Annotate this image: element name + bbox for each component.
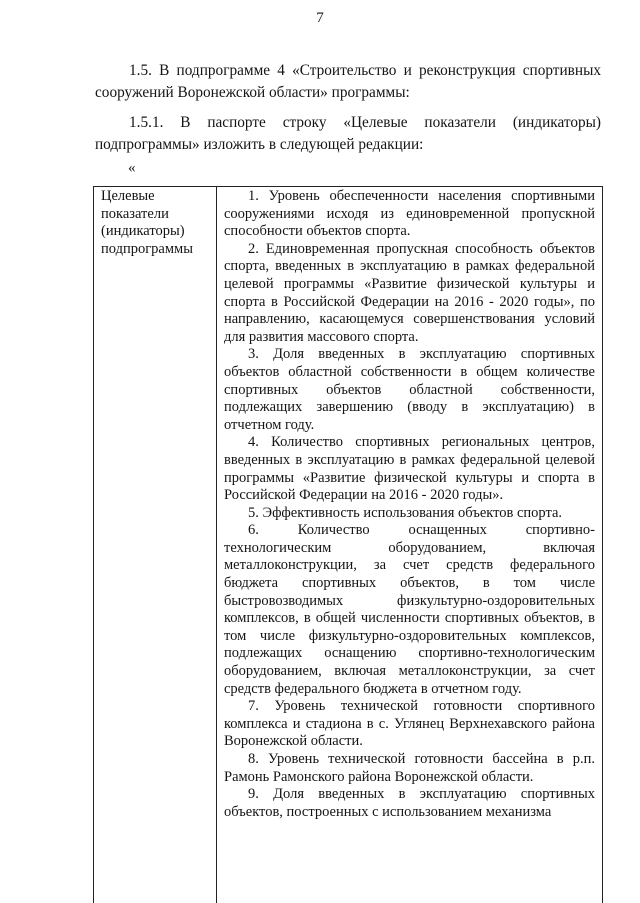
indicator-item: 6. Количество оснащенных спортивно-технологическим оборудованием, включая металлоконструкции, за счет средств федерального бюджета спортивных объектов, в том числе быстровозводимых физкультурно-оздоровительных комплексов, в общей численности спортивных объектов, в том числе физкультурно-оздоровительных комплексов, подлежащих оснащению спортивно-технологическим оборудованием, включая металлоконструкции, за счет средств федерального бюджета в отчетном году. [224,522,595,697]
indicator-item: 5. Эффективность использования объектов спорта. [248,504,563,521]
indicators-cell [224,188,595,821]
paragraph-1-5-1: 1.5.1. В паспорте строку «Целевые показатели (индикаторы) подпрограммы» изложить в следующей редакции: [95,114,601,153]
label-cell [101,188,213,258]
indicator-item: 9. Доля введенных в эксплуатацию спортивных объектов, построенных с использованием механизма [224,786,595,820]
paragraph-1-5: 1.5. В подпрограмме 4 «Строительство и реконструкция спортивных сооружений Воронежской области» программы: [95,62,601,101]
indicator-item: 3. Доля введенных в эксплуатацию спортивных объектов областной собственности в общем количестве спортивных объектов областной собственности, подлежащих завершению (вводу в эксплуатацию) в отчетном году. [224,346,595,433]
opening-quote-mark: « [128,160,136,176]
indicator-item: 8. Уровень технической готовности бассейна в р.п. Рамонь Рамонского района Воронежской области. [224,751,595,785]
indicator-item: 2. Единовременная пропускная способность объектов спорта, введенных в эксплуатацию в рамках федеральной целевой программы «Развитие физической культуры и спорта в Российской Федерации на 2016 - 2020 годы», по направлению, касающемуся совершенствования условий для развития массового спорта. [224,240,595,345]
page-number: 7 [316,10,324,26]
label-line: (индикаторы) [101,223,185,240]
label-line: показатели [101,205,169,222]
passport-table [93,186,603,903]
indicator-item: 4. Количество спортивных региональных центров, введенных в эксплуатацию в рамках федеральной целевой программы «Развитие физической культуры и спорта в Российской Федерации на 2016 - 2020 годы». [224,434,595,504]
indicator-item: 7. Уровень технической готовности спортивного комплекса и стадиона в с. Углянец Верхнехавского района Воронежской области. [224,698,595,750]
label-line: Целевые [101,188,155,204]
label-line: подпрограммы [101,240,193,257]
column-divider [216,187,217,903]
indicator-item: 1. Уровень обеспеченности населения спортивными сооружениями исходя из единовременной пропускной способности объектов спорта. [224,188,595,240]
